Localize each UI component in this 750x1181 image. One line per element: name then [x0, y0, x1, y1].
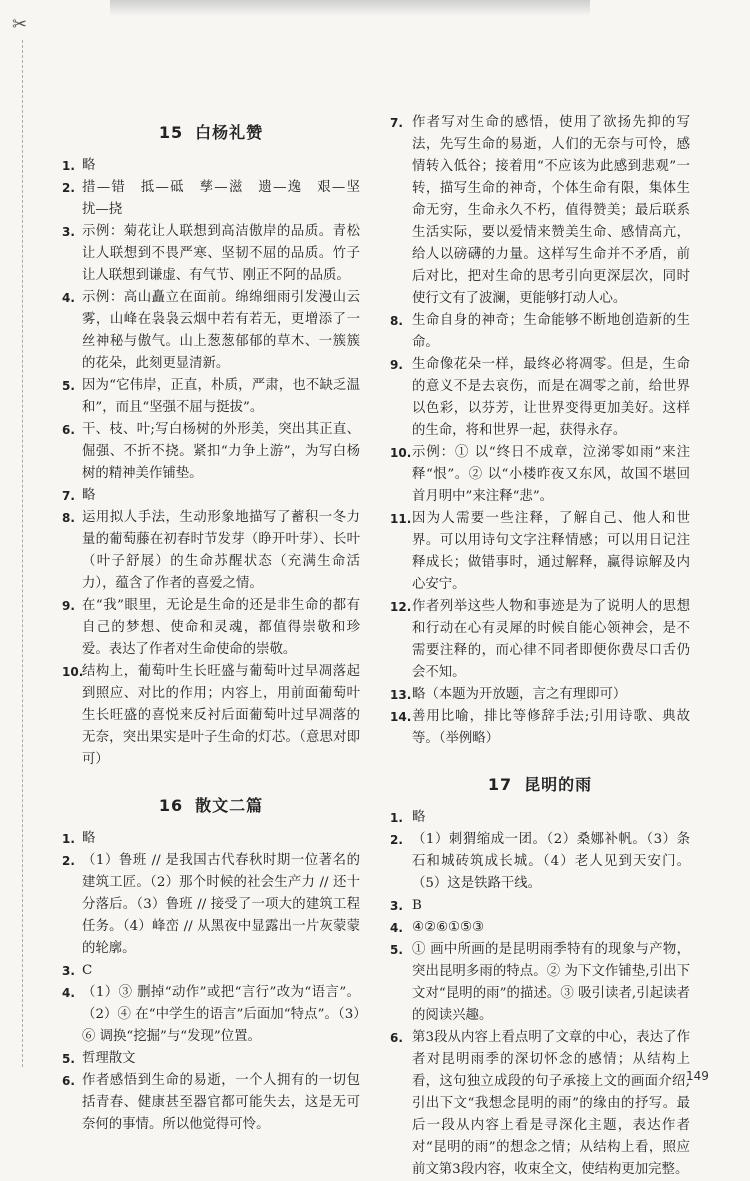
item-number: 14. — [390, 710, 412, 724]
item-text: 作者列举这些人物和事迹是为了说明人的思想和行动在心有灵犀的时候自能心领神会，是不需要注释的，而心律不同者即便你费尽口舌仍会不知。 — [412, 599, 690, 680]
answer-item — [62, 287, 360, 375]
answer-item — [62, 960, 360, 982]
item-text: ① 画中所画的是昆明雨季特有的现象与产物，突出昆明多雨的特点。② 为下文作铺垫,引出下文对“昆明的雨”的描述。③ 吸引读者,引起读者的阅读兴趣。 — [412, 942, 690, 1023]
item-number: 4. — [62, 291, 75, 305]
item-text: 略 — [82, 158, 96, 173]
left-column — [62, 112, 374, 1136]
item-text: 结构上，葡萄叶生长旺盛与葡萄叶过早凋落起到照应、对比的作用；内容上，用前面葡萄叶生长旺盛的喜悦来反衬后面葡萄叶过早凋落的无奈，突出果实是叶子生命的灯芯。（意思对即可） — [82, 664, 360, 767]
item-text: 因为人需要一些注释，了解自己、他人和世界。可以用诗句文字注释情感；可以用日记注释成长；做错事时，通过解释，赢得谅解及内心安宁。 — [412, 511, 690, 592]
item-text: 第3段从内容上看点明了文章的中心，表达了作者对昆明雨季的深切怀念的感情；从结构上看，这句独立成段的句子承接上文的画面介绍,引出下文“我想念昆明的雨”的缘由的抒写。最后一段从内容上看是寻深化主题，表达作者对“昆明的雨”的想念之情；从结构上看，照应前文第3段内容，收束全文，使结构更加完整。 — [412, 1030, 690, 1177]
item-text: 略 — [82, 831, 96, 846]
answer-item — [62, 1048, 360, 1070]
section-title-17: 17 昆明的雨 — [487, 775, 593, 794]
item-number: 3. — [62, 964, 75, 978]
item-number: 5. — [62, 379, 75, 393]
item-number: 7. — [62, 489, 75, 503]
item-number: 3. — [62, 225, 75, 239]
answer-item — [390, 508, 690, 596]
item-number: 9. — [390, 358, 403, 372]
answer-item — [62, 221, 360, 287]
item-number: 13. — [390, 688, 412, 702]
item-number: 2. — [62, 854, 75, 868]
answer-item — [62, 661, 360, 771]
answer-item — [62, 1070, 360, 1136]
answer-item — [62, 828, 360, 850]
item-text: 因为“它伟岸，正直，朴质，严肃，也不缺乏温和”，而且“坚强不屈与挺拔”。 — [82, 378, 360, 415]
answer-item — [62, 485, 360, 507]
item-text: （1）刺猬缩成一团。（2）桑娜补帆。（3）条石和城砖筑成长城。（4）老人见到天安门。（5）这是铁路干线。 — [412, 832, 690, 891]
item-text: C — [82, 963, 93, 978]
answer-item — [62, 375, 360, 419]
answer-list-17 — [390, 807, 690, 1181]
item-text: B — [412, 898, 422, 913]
item-text: 善用比喻，排比等修辞手法;引用诗歌、典故等。（举例略） — [412, 709, 690, 746]
answer-item — [62, 177, 374, 221]
right-column — [390, 112, 690, 1181]
item-number: 2. — [390, 833, 403, 847]
answer-list-15 — [62, 155, 374, 771]
item-number: 1. — [62, 832, 75, 846]
answer-item — [390, 684, 690, 706]
answer-item — [390, 442, 690, 508]
item-text: 作者感悟到生命的易逝，一个人拥有的一切包括青春、健康甚至器官都可能失去，这是无可奈何的事情。所以他觉得可怜。 — [82, 1073, 360, 1132]
item-number: 6. — [62, 423, 75, 437]
item-text: 示例：菊花让人联想到高洁傲岸的品质。青松让人联想到不畏严寒、坚韧不屈的品质。竹子让人联想到谦虚、有气节、刚正不阿的品质。 — [82, 224, 360, 283]
section-title-15: 15 白杨礼赞 — [158, 123, 264, 142]
answer-item — [62, 507, 360, 595]
item-text: 作者写对生命的感悟，使用了欲扬先抑的写法，先写生命的易逝，人们的无奈与可怜，感情转入低谷；接着用“不应该为此感到悲观”一转，描写生命的神奇，个体生命有限，集体生命无穷，生命永久不朽，值得赞美；最后联系生活实际，要以爱情来赞美生命、感情高亢，给人以磅礴的力量。这样写生命并不矛盾，前后对比，把对生命的思考引向更深层次，同时使行文有了波澜，更能够打动人心。 — [412, 115, 690, 306]
cut-line — [22, 40, 23, 1067]
answer-item — [390, 939, 690, 1027]
answer-item — [390, 112, 690, 310]
item-number: 2. — [62, 181, 75, 195]
answer-item — [62, 850, 360, 960]
answer-item — [390, 310, 690, 354]
item-number: 7. — [390, 116, 403, 130]
item-text: 在“我”眼里，无论是生命的还是非生命的都有自己的梦想、使命和灵魂，都值得崇敬和珍爱。表达了作者对生命使命的崇敬。 — [82, 598, 360, 657]
item-number: 3. — [390, 899, 403, 913]
answer-item — [390, 706, 690, 750]
item-number: 4. — [62, 986, 75, 1000]
item-text: 运用拟人手法，生动形象地描写了蓄积一冬力量的葡萄藤在初春时节发芽（睁开叶芽）、长叶（叶子舒展）的生命苏醒状态（充满生命活力），蕴含了作者的喜爱之情。 — [82, 510, 360, 591]
item-number: 11. — [390, 512, 412, 526]
item-number: 5. — [62, 1052, 75, 1066]
answer-list-16-cont — [390, 112, 690, 750]
item-text: 生命自身的神奇；生命能够不断地创造新的生命。 — [412, 313, 690, 350]
item-text: 略 — [82, 488, 96, 503]
page-number: 149 — [686, 1069, 709, 1083]
item-number: 9. — [62, 599, 75, 613]
item-text: 措—错 抵—砥 孳—滋 遗—逸 艰—坚 扰—挠 — [82, 180, 374, 217]
answer-list-16 — [62, 828, 360, 1136]
item-number: 4. — [390, 921, 403, 935]
answer-item — [390, 1027, 690, 1181]
item-number: 8. — [390, 314, 403, 328]
item-number: 1. — [62, 159, 75, 173]
item-number: 12. — [390, 600, 412, 614]
item-text: 略 — [412, 810, 426, 825]
item-text: ④②⑥①⑤③ — [412, 920, 485, 935]
answer-item — [390, 354, 690, 442]
answer-item — [390, 829, 690, 895]
answer-item — [390, 917, 690, 939]
item-number: 5. — [390, 943, 403, 957]
answer-item — [62, 595, 360, 661]
item-text: 示例：高山矗立在面前。绵绵细雨引发漫山云雾，山峰在袅袅云烟中若有若无，更增添了一丝神秘与傲气。山上葱葱郁郁的草木、一簇簇的花朵，此刻更显清新。 — [82, 290, 360, 371]
item-text: 干、枝、叶;写白杨树的外形美，突出其正直、倔强、不折不挠。紧扣“力争上游”，为写白杨树的精神美作铺垫。 — [82, 422, 360, 481]
item-text: 略（本题为开放题，言之有理即可） — [412, 687, 627, 702]
item-number: 10. — [62, 665, 84, 679]
section-title-16: 16 散文二篇 — [158, 796, 264, 815]
item-text: （1）③ 删掉“动作”或把“言行”改为“语言”。（2）④ 在“中学生的语言”后面加“特点”。（3）⑥ 调换“挖掘”与“发现”位置。 — [82, 985, 360, 1044]
answer-item — [390, 895, 690, 917]
item-number: 1. — [390, 811, 403, 825]
answer-item — [390, 807, 690, 829]
item-number: 10. — [390, 446, 412, 460]
scissors-icon: ✂ — [12, 14, 28, 35]
item-number: 6. — [390, 1031, 403, 1045]
answer-item — [62, 155, 360, 177]
item-text: 哲理散文 — [82, 1051, 136, 1066]
item-number: 8. — [62, 511, 75, 525]
answer-item — [62, 982, 360, 1048]
top-banner-fragment — [110, 0, 590, 16]
item-text: 生命像花朵一样，最终必将凋零。但是，生命的意义不是去哀伤，而是在凋零之前，给世界以色彩，以芬芳，让世界变得更加美好。这样的生命，将和世界一起，获得永存。 — [412, 357, 690, 438]
item-text: （1）鲁班 // 是我国古代春秋时期一位著名的建筑工匠。（2）那个时候的社会生产力 // 还十分落后。（3）鲁班 // 接受了一项大的建筑工程任务。（4）峰峦 // 从黑夜中显露出一片灰蒙蒙的轮廓。 — [82, 853, 360, 956]
item-text: 示例：① 以“终日不成章，泣涕零如雨”来注释“恨”。② 以“小楼昨夜又东风，故国不堪回首月明中”来注释“悲”。 — [412, 445, 690, 504]
item-number: 6. — [62, 1074, 75, 1088]
answer-item — [62, 419, 360, 485]
answer-item — [390, 596, 690, 684]
